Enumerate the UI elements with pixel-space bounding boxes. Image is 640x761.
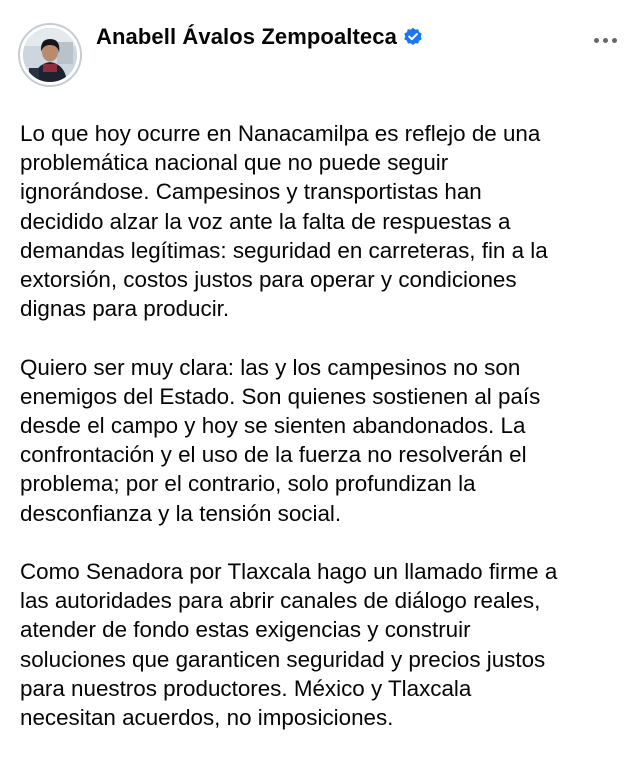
more-options-icon[interactable] [588, 28, 622, 52]
profile-avatar[interactable] [18, 23, 82, 87]
avatar-photo [23, 28, 77, 82]
post-body [20, 119, 630, 761]
post-paragraph-1: Lo que hoy ocurre en Nanacamilpa es reflejo de una problemática nacional que no puede seguir ignorándose. Campesinos y transportistas han decidido alzar la voz ante la falta de respuestas a demandas legítimas: seguridad en carreteras, fin a la extorsión, costos justos para operar y condiciones dignas para producir. [20, 121, 548, 322]
author-row [96, 22, 423, 52]
menu-dot [603, 38, 608, 43]
menu-dot [612, 38, 617, 43]
post-paragraph-3: Como Senadora por Tlaxcala hago un llamado firme a las autoridades para abrir canales de diálogo reales, atender de fondo estas exigencias y construir soluciones que garanticen seguridad y precios justos para nuestros productores. México y Tlaxcala necesitan acuerdos, no imposiciones. [20, 559, 558, 731]
author-name[interactable]: Anabell Ávalos Zempoalteca [96, 24, 397, 49]
post-header [0, 0, 640, 100]
verified-badge-icon [403, 27, 423, 47]
avatar-portrait-icon [23, 28, 77, 82]
post-paragraph-2: Quiero ser muy clara: las y los campesinos no son enemigos del Estado. Son quienes sostienen al país desde el campo y hoy se sienten abandonados. La confrontación y el uso de la fuerza no resolverán el problema; por el contrario, solo profundizan la desconfianza y la tensión social. [20, 354, 541, 526]
menu-dot [594, 38, 599, 43]
